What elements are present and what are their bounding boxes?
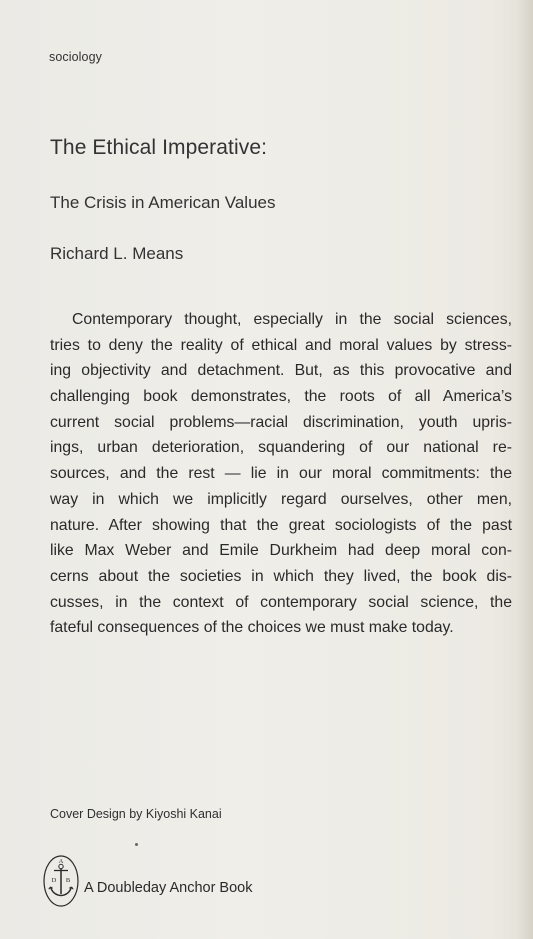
book-author: Richard L. Means [50, 244, 184, 263]
book-title: The Ethical Imperative: [50, 136, 268, 159]
cover-design-credit: Cover Design by Kiyoshi Kanai [50, 807, 222, 821]
description-line: Contemporary thought, especially in the social sciences, [72, 311, 512, 328]
description-line: sources, and the rest — lie in our moral commitments: the [50, 465, 512, 483]
print-speck [135, 843, 138, 846]
description-line: ing objectivity and detachment. But, as this provocative and [50, 362, 512, 380]
description-line: cusses, in the context of contemporary social science, the [50, 593, 512, 611]
book-description [50, 307, 512, 641]
cover-edge-shadow [517, 0, 533, 939]
description-line: cerns about the societies in which they lived, the book dis- [50, 567, 512, 585]
logo-letter: D [51, 877, 57, 884]
publisher-name: A Doubleday Anchor Book [84, 880, 253, 896]
book-subtitle: The Crisis in American Values [50, 193, 276, 212]
description-line: way in which we implicitly regard ourselves, other men, [50, 490, 512, 508]
description-line: tries to deny the reality of ethical and moral values by stress- [50, 336, 512, 354]
description-line: fateful consequences of the choices we must make today. [50, 619, 454, 637]
category-label: sociology [49, 50, 103, 64]
publisher-imprint [40, 856, 252, 906]
description-line: nature. After showing that the great sociologists of the past [50, 516, 512, 534]
description-line: like Max Weber and Emile Durkheim had deep moral con- [50, 542, 512, 560]
description-line: challenging book demonstrates, the roots of all America’s [50, 388, 512, 406]
description-line: ings, urban deterioration, squandering of our national re- [50, 439, 512, 457]
anchor-icon [40, 854, 82, 908]
logo-letter: B [65, 877, 71, 884]
description-line: current social problems—racial discrimination, youth upris- [50, 413, 512, 431]
logo-letter: A [58, 858, 64, 865]
